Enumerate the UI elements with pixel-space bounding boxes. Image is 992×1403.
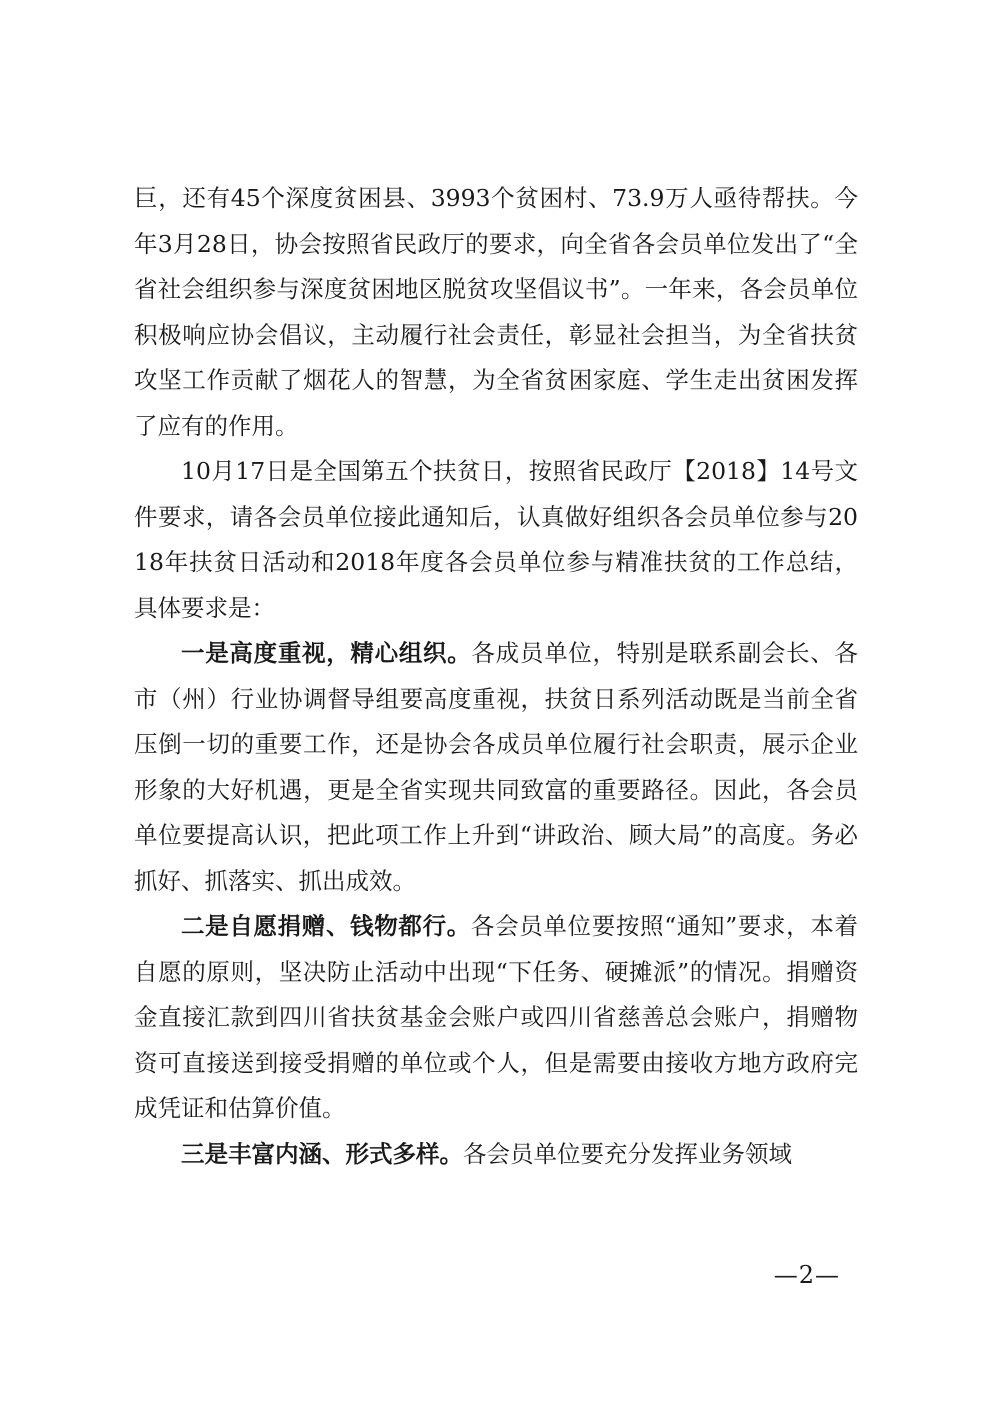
- paragraph-5-text: 各会员单位要充分发挥业务领域: [463, 1139, 792, 1168]
- paragraph-3-text: 各成员单位，特别是联系副会长、各市（州）行业协调督导组要高度重视，扶贫日系列活动既是当前全省压倒一切的重要工作，还是协会各成员单位履行社会职责，展示企业形象的大好机遇，更是全省实现共同致富的重要路径。因此，各会员单位要提高认识，把此项工作上升到“讲政治、顾大局”的高度。务必抓好、抓落实、抓出成效。: [134, 639, 859, 895]
- paragraph-5: [134, 1132, 858, 1178]
- paragraph-2-text: 10月17日是全国第五个扶贫日，按照省民政厅【2018】14号文件要求，请各会员单位接此通知后，认真做好组织各会员单位参与2018年扶贫日活动和2018年度各会员单位参与精准扶贫的工作总结，具体要求是：: [134, 457, 858, 622]
- paragraph-4: [134, 904, 858, 1132]
- paragraph-3: [134, 631, 858, 904]
- paragraph-3-heading: 一是高度重视，精心组织。: [181, 639, 472, 667]
- page-number: —2—: [773, 1261, 840, 1289]
- paragraph-1: [134, 176, 858, 449]
- paragraph-5-heading: 三是丰富内涵、形式多样。: [181, 1139, 463, 1168]
- paragraph-4-heading: 二是自愿捐赠、钱物都行。: [181, 912, 471, 940]
- paragraph-1-text: 巨，还有45个深度贫困县、3993个贫困村、73.9万人亟待帮扶。今年3月28日，协会按照省民政厅的要求，向全省各会员单位发出了“全省社会组织参与深度贫困地区脱贫攻坚倡议书”。一年来，各会员单位积极响应协会倡议，主动履行社会责任，彰显社会担当，为全省扶贫攻坚工作贡献了烟花人的智慧，为全省贫困家庭、学生走出贫困发挥了应有的作用。: [134, 184, 858, 440]
- body-text: [134, 176, 858, 1177]
- paragraph-2: [134, 449, 858, 631]
- paragraph-4-text: 各会员单位要按照“通知”要求，本着自愿的原则，坚决防止活动中出现“下任务、硬摊派”的情况。捐赠资金直接汇款到四川省扶贫基金会账户或四川省慈善总会账户，捐赠物资可直接送到接受捐赠的单位或个人，但是需要由接收方地方政府完成凭证和估算价值。: [134, 912, 859, 1122]
